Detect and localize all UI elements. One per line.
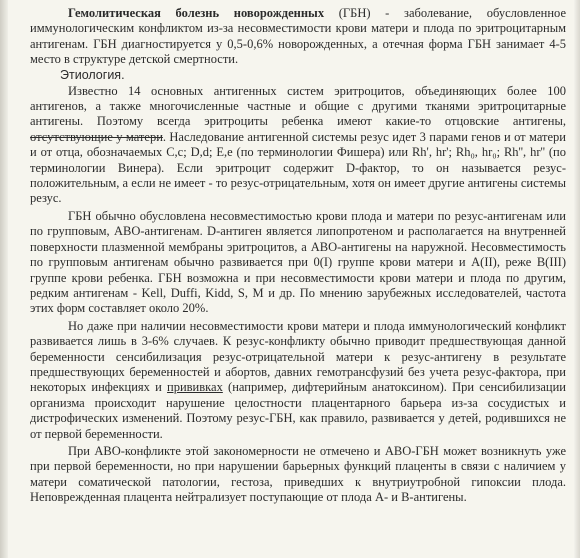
paragraph-text: . Наследование антигенной системы резус идет 3 парами генов и от матери и от отца, обозначаемых C,c; D,d; E,e (по терминологии Фишера) или Rh', hr'; Rh₀, hr₀; Rh'', hr'' (по терминологии Винера). Если эритроцит содержит D-фактор, то он называется резус-положительным, а если не имеет - то резус-отрицательным, хотя он имеет другие антигены системы резус. xyxy=(30,129,566,206)
paragraph-incompatibility: ГБН обычно обусловлена несовместимостью крови плода и матери по резус-антигенам или по групповым, АВО-антигенам. D-антиген является липопротеном и располагается на внутренней поверхности плазменной мембраны эритроцитов, а АВО-антигены на наружной. Несовместимость по групповым антигенам обычно развивается при 0(I) группе крови матери и A(II), реже B(III) группе крови ребенка. ГБН возможна и при несовместимости крови матери и плода по другим, редким антигенам - Kell, Duffi, Kidd, S, M и др. По мнению зарубежных исследователей, частота этих форм составляет около 20%. xyxy=(30,208,566,316)
paragraph-text: Но даже при наличии несовместимости крови матери и плода иммунологический конфликт развивается лишь в 3-6% случаев. К резус-конфликту обычно приводит предшествующая данной беременности сенсибилизация резус-отрицательной матери к резус-антигену в результате предшествующих беременностей и абортов, давних гемотрансфузий без учета резус-фактора, при некоторых инфекциях и xyxy=(30,318,566,395)
paragraph-text: (например, дифтерийным анатоксином). При сенсибилизации организма происходит нарушение целостности плацентарного барьера из-за сосудистых и дистрофических изменений. Поэтому резус-ГБН, как правило, развивается у детей, родившихся не от первой беременности. xyxy=(30,380,566,441)
paragraph-antigen-systems xyxy=(30,84,566,207)
paragraph-abo-conflict: При АВО-конфликте этой закономерности не отмечено и АВО-ГБН может возникнуть уже при первой беременности, но при нарушении барьерных функций плаценты в связи с наличием у матери соматической патологии, гестоза, приведших к внутриутробной гипоксии плода. Неповрежденная плацента нейтрализует поступающие от плода А- и В-антигены. xyxy=(30,443,566,505)
intro-paragraph xyxy=(30,6,566,68)
paragraph-text: Известно 14 основных антигенных систем эритроцитов, объединяющих более 100 антигенов, а также многочисленные частные и общие с другими тканями эритроцитарные антигены. Поэтому всегда эритроциты ребенка имеют какие-то отцовские антигены, xyxy=(30,83,566,129)
underlined-text: прививках xyxy=(167,380,223,395)
section-title: Этиология. xyxy=(60,67,125,82)
page-edge-shadow-right xyxy=(574,0,580,558)
intro-text: (ГБН) - заболевание, обусловленное иммунологическим конфликтом из-за несовместимости крови матери и плода по эритроцитарным антигенам. ГБН диагностируется у 0,5-0,6% новорожденных, а отечная форма ГБН занимает 4-5 место в структуре детской смертности. xyxy=(30,6,567,67)
paragraph-conflict xyxy=(30,319,566,442)
page-edge-shadow xyxy=(0,0,8,558)
intro-term: Гемолитическая болезнь новорожденных xyxy=(68,6,325,20)
struck-text: отсутствующие у матери xyxy=(30,129,163,144)
